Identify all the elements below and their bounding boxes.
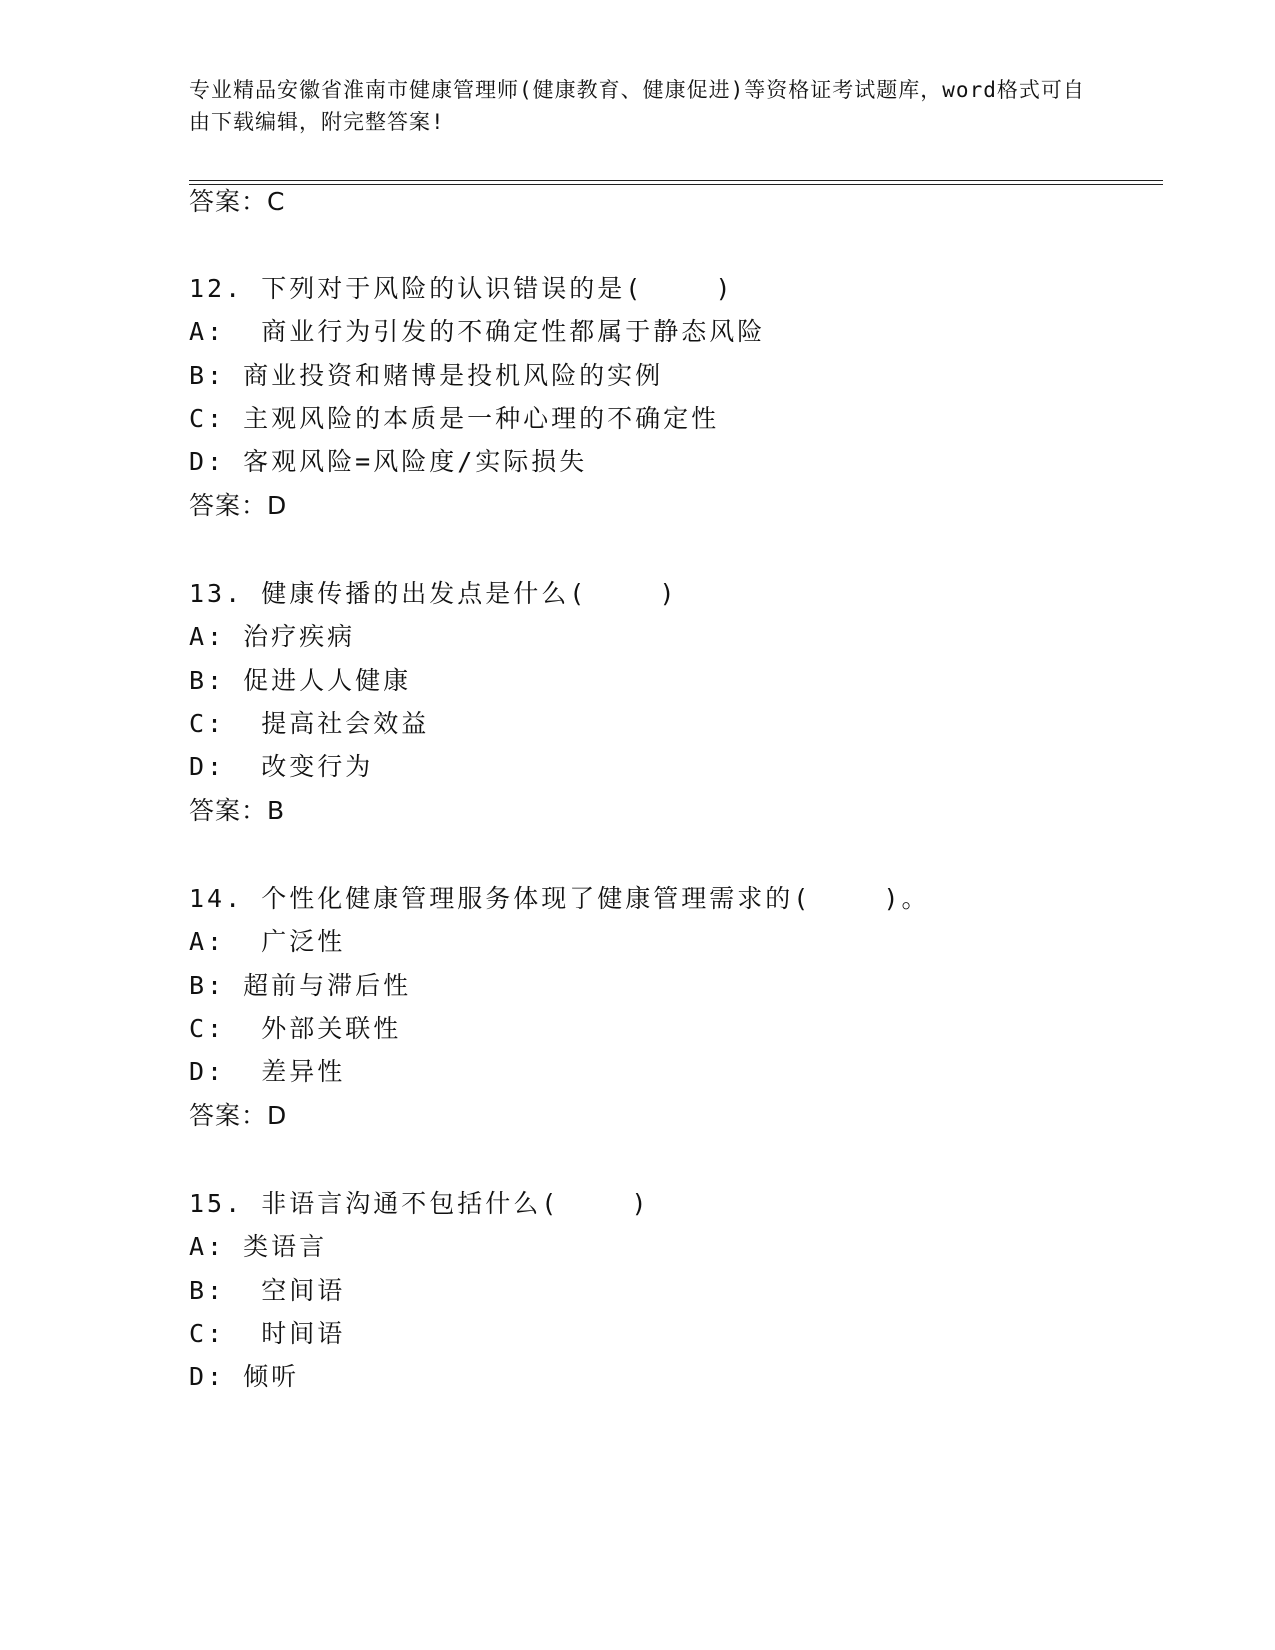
option-c: C: 外部关联性 xyxy=(189,1014,402,1043)
answer-line: 答案：C xyxy=(189,187,286,216)
option-d: D: 客观风险=风险度/实际损失 xyxy=(189,447,588,476)
question-stem: 12. 下列对于风险的认识错误的是( ) xyxy=(189,274,734,303)
option-d: D: 倾听 xyxy=(189,1362,300,1391)
header-divider xyxy=(189,184,1163,185)
answer-line: 答案：D xyxy=(189,1101,288,1130)
option-c: C: 主观风险的本质是一种心理的不确定性 xyxy=(189,404,720,433)
header-divider xyxy=(189,180,1163,181)
option-c: C: 时间语 xyxy=(189,1319,346,1348)
answer-line: 答案：D xyxy=(189,491,288,520)
question-stem: 15. 非语言沟通不包括什么( ) xyxy=(189,1189,650,1218)
question-stem: 14. 个性化健康管理服务体现了健康管理需求的( )。 xyxy=(189,884,930,913)
option-c: C: 提高社会效益 xyxy=(189,709,430,738)
option-d: D: 改变行为 xyxy=(189,752,374,781)
option-b: B: 空间语 xyxy=(189,1276,346,1305)
option-a: A: 商业行为引发的不确定性都属于静态风险 xyxy=(189,317,766,346)
option-a: A: 类语言 xyxy=(189,1232,328,1261)
answer-line: 答案：B xyxy=(189,796,286,825)
question-stem: 13. 健康传播的出发点是什么( ) xyxy=(189,579,678,608)
option-d: D: 差异性 xyxy=(189,1057,346,1086)
option-b: B: 促进人人健康 xyxy=(189,666,412,695)
document-header: 专业精品安徽省淮南市健康管理师(健康教育、健康促进)等资格证考试题库，word格式可自由下载编辑，附完整答案! xyxy=(189,78,1085,134)
option-b: B: 超前与滞后性 xyxy=(189,971,412,1000)
option-a: A: 广泛性 xyxy=(189,927,346,956)
option-a: A: 治疗疾病 xyxy=(189,622,356,651)
option-b: B: 商业投资和赌博是投机风险的实例 xyxy=(189,361,664,390)
